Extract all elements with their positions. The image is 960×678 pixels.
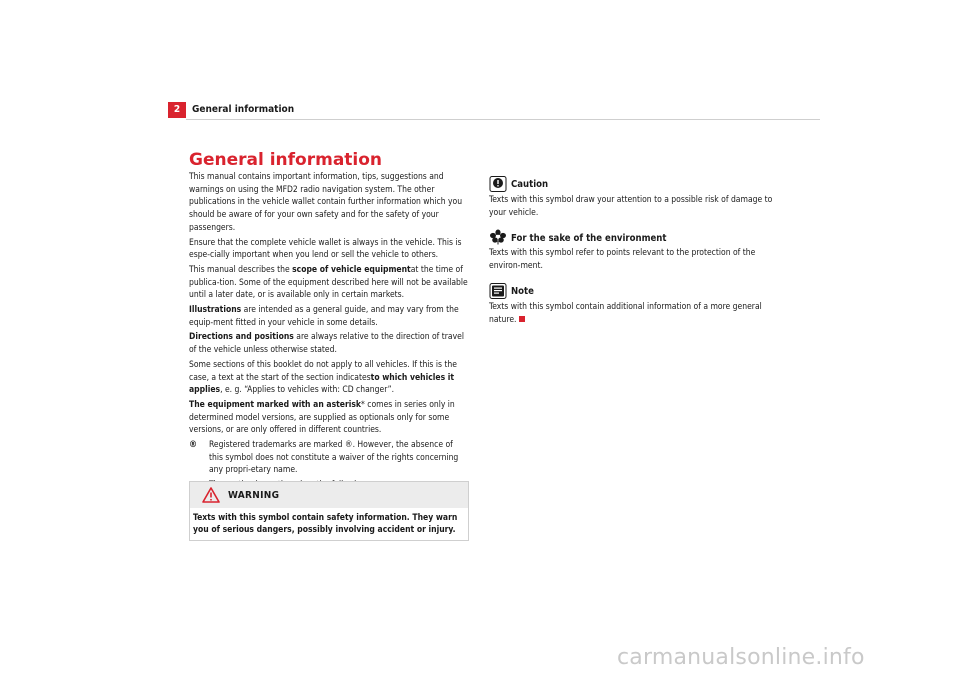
- caution-label: Caution: [511, 179, 549, 191]
- end-of-section-icon: [519, 316, 525, 322]
- left-column: [189, 171, 469, 513]
- illustrations-paragraph: Illustrations are intended as a general guide, and may vary from the equip-ment fitted in your vehicle in some details.: [189, 305, 459, 328]
- registered-row: [189, 439, 469, 477]
- registered-icon: ®: [189, 440, 198, 451]
- note-icon: [489, 283, 507, 299]
- note-text: Texts with this symbol contain additional information of a more general nature.: [489, 301, 762, 325]
- page-title: General information: [189, 150, 383, 170]
- header-rule: [186, 119, 820, 120]
- asterisk-paragraph: The equipment marked with an asterisk* comes in series only in determined model versions, are supplied as optionals only for some versions, or are only offered in different countries.: [189, 399, 455, 436]
- applicability-paragraph: Some sections of this booklet do not apply to all vehicles. If this is the case, a text at the start of the section indicatesto which vehicles it applies, e. g. “Applies to vehicles with: CD changer”.: [189, 359, 457, 396]
- warning-box: [189, 481, 469, 541]
- directions-paragraph: Directions and positions are always relative to the direction of travel of the vehicle unless otherwise stated.: [189, 332, 464, 356]
- environment-icon: [489, 229, 507, 245]
- scope-paragraph: This manual describes the scope of vehicle equipmentat the time of publica-tion. Some of the equipment described here will not be available until a later date, or is available only in certain markets.: [189, 264, 468, 301]
- note-label: Note: [511, 286, 534, 298]
- watermark: carmanualsonline.info: [617, 645, 865, 670]
- environment-text: Texts with this symbol refer to points relevant to the protection of the environ-ment.: [489, 248, 756, 272]
- intro-paragraph: This manual contains important information, tips, suggestions and warnings on using the MFD2 radio navigation system. The other publications in the vehicle wallet contain further information which you should be aware of for your own safety and for the safety of your passengers.: [189, 172, 463, 233]
- warning-triangle-icon: [202, 487, 220, 503]
- warning-text: Texts with this symbol contain safety information. They warn you of serious dangers, possibly involving accident or injury.: [193, 513, 458, 536]
- warning-label: WARNING: [228, 489, 280, 501]
- warning-header: [190, 482, 468, 508]
- note-text-block: [489, 301, 779, 326]
- caution-icon: [489, 176, 507, 192]
- caution-text: Texts with this symbol draw your attention to a possible risk of damage to your vehicle.: [489, 195, 773, 218]
- note-notice: [489, 283, 779, 326]
- environment-label: For the sake of the environment: [511, 232, 667, 244]
- wallet-paragraph: Ensure that the complete vehicle wallet is always in the vehicle. This is espe-cially important when you lend or sell the vehicle to others.: [189, 237, 462, 261]
- caution-notice: [489, 176, 779, 219]
- registered-text: Registered trademarks are marked ®. However, the absence of this symbol does not constitute a waiver of the rights concerning any propri-etary name.: [209, 440, 459, 476]
- environment-notice: [489, 229, 779, 272]
- right-column: [489, 176, 779, 336]
- page-number: 2: [168, 102, 186, 118]
- running-header: General information: [192, 104, 295, 115]
